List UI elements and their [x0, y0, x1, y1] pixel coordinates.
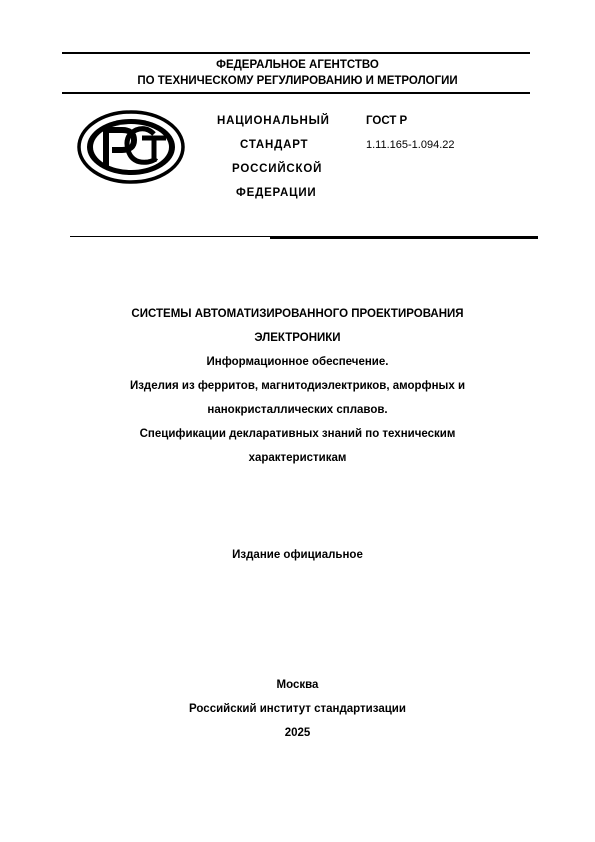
agency-bottom-rule	[62, 92, 530, 94]
standard-block-rule	[270, 236, 538, 239]
agency-name-line-2: ПО ТЕХНИЧЕСКОМУ РЕГУЛИРОВАНИЮ И МЕТРОЛОГИИ	[137, 75, 458, 87]
title-line-4: Изделия из ферритов, магнитодиэлектриков, аморфных и	[129, 380, 466, 392]
national-word-1: НАЦИОНАЛЬНЫЙ	[217, 115, 330, 127]
publication-year: 2025	[284, 727, 311, 739]
national-word-2: СТАНДАРТ	[240, 139, 309, 151]
agency-name-line-1: ФЕДЕРАЛЬНОЕ АГЕНТСТВО	[216, 59, 379, 71]
edition-label: Издание официальное	[232, 549, 363, 561]
national-word-3: РОССИЙСКОЙ	[232, 163, 323, 175]
title-line-7: характеристикам	[248, 452, 347, 464]
title-line-2: ЭЛЕКТРОНИКИ	[254, 332, 341, 344]
title-line-6: Спецификации декларативных знаний по техническим	[139, 428, 456, 440]
title-line-3: Информационное обеспечение.	[206, 356, 389, 368]
title-line-5: нанокристаллических сплавов.	[207, 404, 388, 416]
top-rule	[62, 52, 530, 54]
gost-number: 1.11.165-1.094.22	[366, 139, 455, 151]
gost-label: ГОСТ Р	[366, 115, 408, 127]
publisher-name: Российский институт стандартизации	[189, 703, 406, 715]
title-line-1: СИСТЕМЫ АВТОМАТИЗИРОВАННОГО ПРОЕКТИРОВАНИЯ	[131, 308, 464, 320]
national-word-4: ФЕДЕРАЦИИ	[236, 187, 317, 199]
rst-certification-mark-icon	[76, 110, 186, 184]
publication-city: Москва	[276, 679, 319, 691]
standard-block-rule-thin	[70, 236, 270, 237]
